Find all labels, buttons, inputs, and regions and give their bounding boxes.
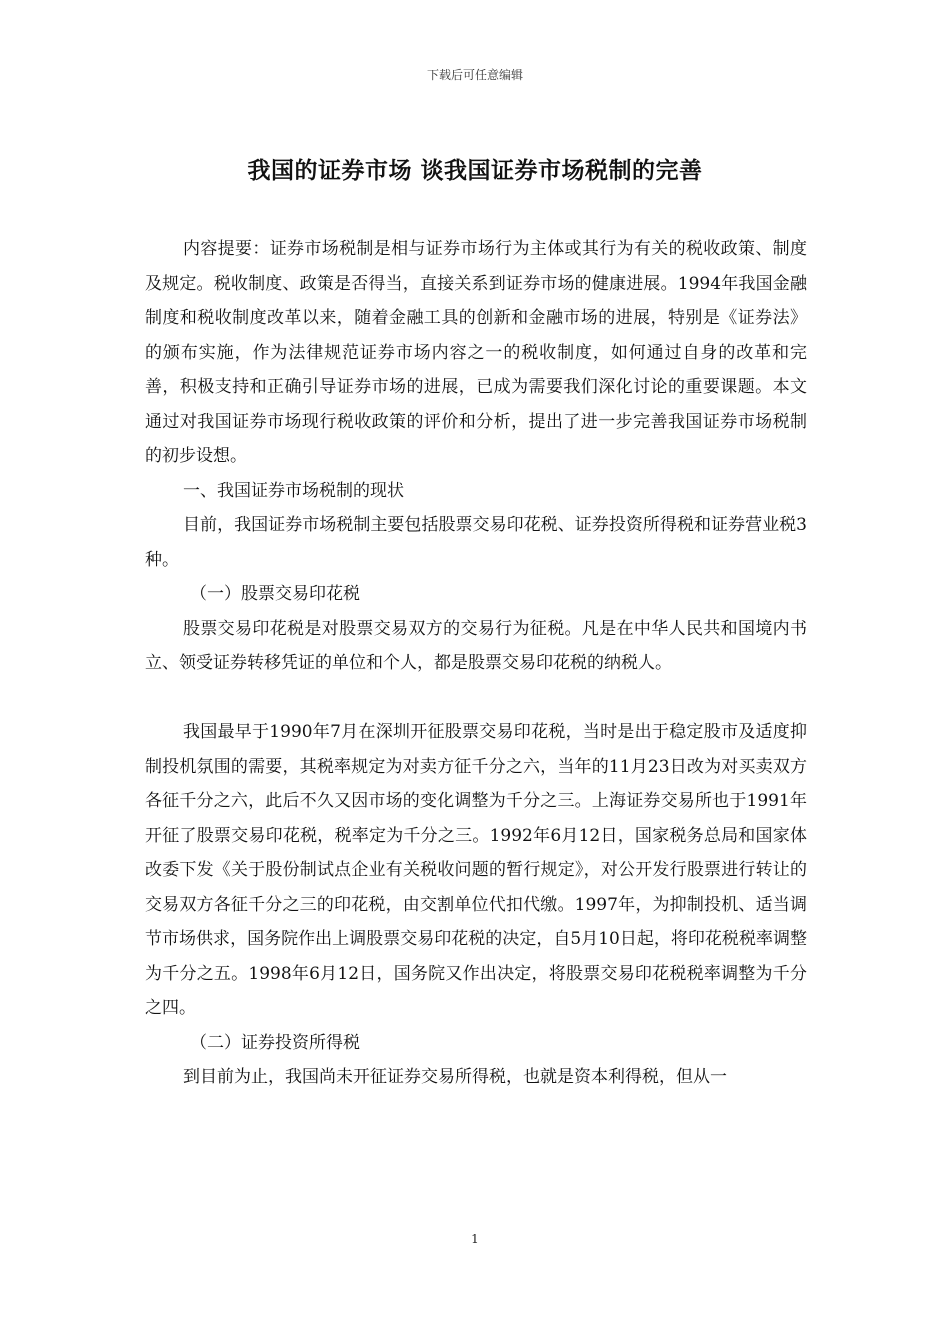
- section-heading-1: 一、我国证券市场税制的现状: [183, 480, 404, 501]
- document-title: 我国的证券市场 谈我国证券市场税制的完善: [247, 157, 703, 184]
- subsection-heading-1: （一）股票交易印花税: [190, 584, 360, 604]
- page-number: 1: [471, 1232, 479, 1246]
- header-note: 下载后可任意编辑: [426, 68, 523, 82]
- abstract-paragraph: 内容提要：证券市场税制是相与证券市场行为主体或其行为有关的税收政策、制度及规定。税收制度、政策是否得当，直接关系到证券市场的健康进展。1994年我国金融制度和税收制度改革以来，随着金融工具的创新和金融市场的进展，特别是《证券法》的颁布实施，作为法律规范证券市场内容之一的税收制度，如何通过自身的改革和完善，积极支持和正确引导证券市场的进展，已成为需要我们深化讨论的重要课题。本文通过对我国证券市场现行税收政策的评价和分析，提出了进一步完善我国证券市场税制的初步设想。: [145, 239, 807, 466]
- section-1-intro-paragraph: 目前，我国证券市场税制主要包括股票交易印花税、证券投资所得税和证券营业税3种。: [145, 515, 807, 570]
- document-body: [145, 232, 807, 1095]
- paragraph-gap: [145, 681, 807, 716]
- income-tax-paragraph: 到目前为止，我国尚未开征证券交易所得税，也就是资本利得税，但从一: [183, 1067, 727, 1087]
- stamp-tax-definition-paragraph: 股票交易印花税是对股票交易双方的交易行为征税。凡是在中华人民共和国境内书立、领受证券转移凭证的单位和个人，都是股票交易印花税的纳税人。: [145, 618, 807, 673]
- subsection-heading-2: （二）证券投资所得税: [190, 1032, 360, 1053]
- stamp-tax-history-paragraph: 我国最早于1990年7月在深圳开征股票交易印花税，当时是出于稳定股市及适度抑制投机氛围的需要，其税率规定为对卖方征千分之六，当年的11月23日改为对买卖双方各征千分之六，此后不久又因市场的变化调整为千分之三。上海证券交易所也于1991年开征了股票交易印花税，税率定为千分之三。1992年6月12日，国家税务总局和国家体改委下发《关于股份制试点企业有关税收问题的暂行规定》，对公开发行股票进行转让的交易双方各征千分之三的印花税，由交割单位代扣代缴。1997年，为抑制投机、适当调节市场供求，国务院作出上调股票交易印花税的决定，自5月10日起，将印花税税率调整为千分之五。1998年6月12日，国务院又作出决定，将股票交易印花税税率调整为千分之四。: [145, 722, 807, 1018]
